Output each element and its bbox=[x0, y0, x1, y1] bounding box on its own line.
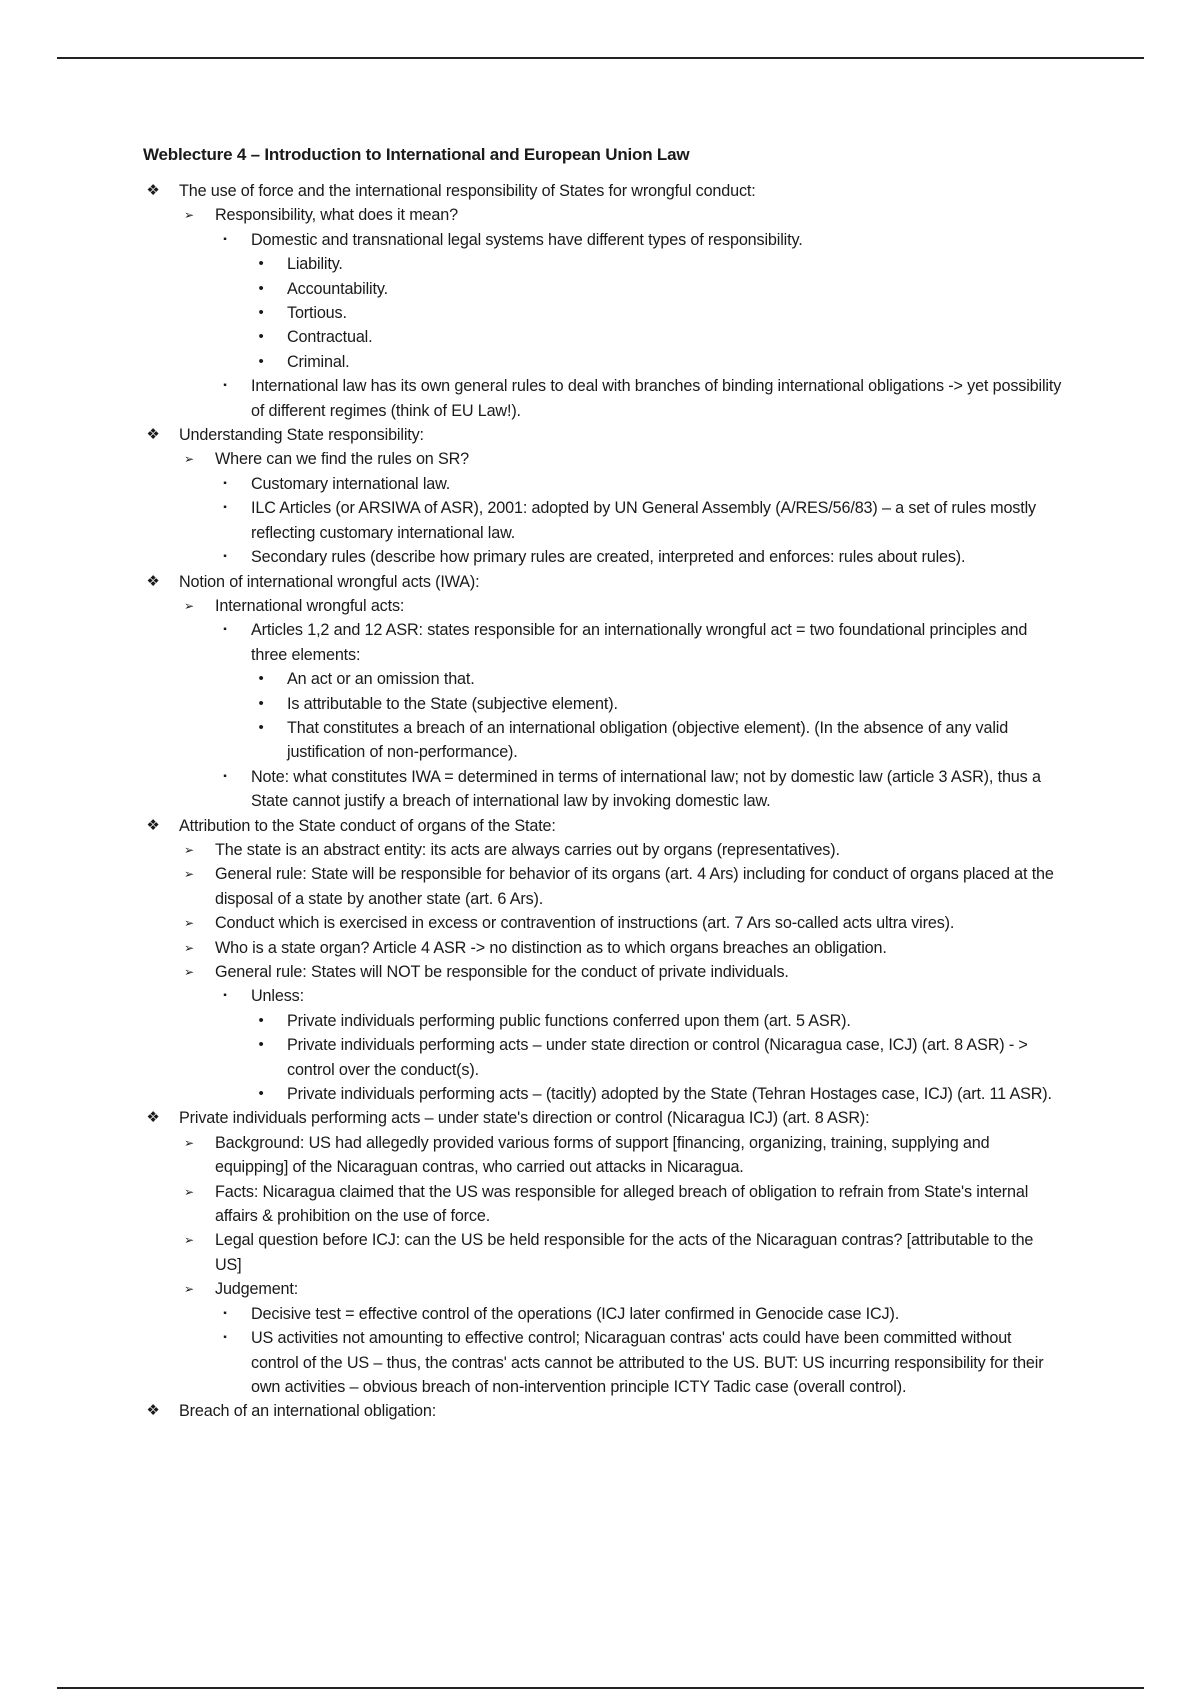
arrow-bullet-icon: ➢ bbox=[184, 598, 194, 613]
arrow-bullet-icon: ➢ bbox=[184, 916, 194, 931]
outline-item-level-4 bbox=[143, 325, 1063, 349]
dot-bullet-icon: • bbox=[258, 328, 264, 346]
outline-item-text: Private individuals performing public functions conferred upon them (art. 5 ASR). bbox=[287, 1011, 851, 1030]
arrow-bullet-icon: ➢ bbox=[184, 1282, 194, 1297]
outline-item-level-2 bbox=[143, 1228, 1063, 1277]
document-body bbox=[143, 143, 1063, 1424]
outline-item-text: The state is an abstract entity: its acts are always carries out by organs (representatives). bbox=[215, 840, 840, 859]
outline-item-text: Domestic and transnational legal systems have different types of responsibility. bbox=[251, 230, 803, 249]
outline-item-level-3 bbox=[143, 765, 1063, 814]
outline-item-level-2 bbox=[143, 1180, 1063, 1229]
outline-item-level-3 bbox=[143, 618, 1063, 667]
header-rule bbox=[57, 57, 1144, 59]
outline-item-text: Attribution to the State conduct of organs of the State: bbox=[179, 816, 556, 835]
outline-item-level-1 bbox=[143, 1106, 1063, 1130]
outline-item-level-3 bbox=[143, 374, 1063, 423]
square-bullet-icon: ▪ bbox=[223, 477, 227, 489]
outline-item-text: Private individuals performing acts – under state's direction or control (Nicaragua ICJ) (art. 8 ASR): bbox=[179, 1109, 870, 1128]
outline-item-text: Accountability. bbox=[287, 279, 388, 298]
arrow-bullet-icon: ➢ bbox=[184, 1184, 194, 1199]
outline-item-text: Facts: Nicaragua claimed that the US was responsible for alleged breach of obligation to refrain from State's internal affairs & prohibition on the use of force. bbox=[215, 1182, 1029, 1226]
outline-item-level-3 bbox=[143, 545, 1063, 569]
outline-item-level-3 bbox=[143, 1326, 1063, 1399]
outline-item-level-4 bbox=[143, 277, 1063, 301]
outline-item-text: Secondary rules (describe how primary rules are created, interpreted and enforces: rules about rules). bbox=[251, 548, 966, 567]
outline-item-level-4 bbox=[143, 1082, 1063, 1106]
outline-item-text: Tortious. bbox=[287, 304, 347, 323]
outline-item-text: Criminal. bbox=[287, 352, 350, 371]
outline-item-level-2 bbox=[143, 447, 1063, 471]
outline-item-text: Unless: bbox=[251, 987, 304, 1006]
diamond-bullet-icon: ❖ bbox=[146, 426, 160, 444]
footer-rule bbox=[57, 1687, 1144, 1689]
diamond-bullet-icon: ❖ bbox=[146, 1109, 160, 1127]
dot-bullet-icon: • bbox=[258, 718, 264, 736]
square-bullet-icon: ▪ bbox=[223, 990, 227, 1002]
outline-item-text: Note: what constitutes IWA = determined in terms of international law; not by domestic law (article 3 ASR), thus a State cannot justify a breach of international law by invoking domestic law. bbox=[251, 767, 1041, 811]
outline-item-level-2 bbox=[143, 1277, 1063, 1301]
outline-item-level-3 bbox=[143, 472, 1063, 496]
outline-item-level-3 bbox=[143, 1302, 1063, 1326]
outline-item-text: Understanding State responsibility: bbox=[179, 426, 424, 445]
outline-item-text: Is attributable to the State (subjective element). bbox=[287, 694, 618, 713]
outline-item-text: General rule: State will be responsible for behavior of its organs (art. 4 Ars) including for conduct of organs placed at the disposal of a state by another state (art. 6 Ars). bbox=[215, 865, 1054, 908]
outline-item-text: Legal question before ICJ: can the US be held responsible for the acts of the Nicaraguan contras? [attributable to the US] bbox=[215, 1231, 1034, 1274]
outline-item-level-1 bbox=[143, 423, 1063, 447]
dot-bullet-icon: • bbox=[258, 1036, 264, 1054]
outline-item-level-4 bbox=[143, 667, 1063, 691]
dot-bullet-icon: • bbox=[258, 694, 264, 712]
outline-list bbox=[143, 179, 1063, 1424]
outline-item-text: Judgement: bbox=[215, 1280, 299, 1299]
outline-item-text: General rule: States will NOT be responsible for the conduct of private individuals. bbox=[215, 963, 789, 981]
dot-bullet-icon: • bbox=[258, 670, 264, 688]
outline-item-level-4 bbox=[143, 1033, 1063, 1082]
outline-item-level-1 bbox=[143, 1399, 1063, 1423]
document-title: Weblecture 4 – Introduction to International and European Union Law bbox=[143, 145, 690, 164]
arrow-bullet-icon: ➢ bbox=[184, 965, 194, 979]
outline-item-level-2 bbox=[143, 1131, 1063, 1180]
square-bullet-icon: ▪ bbox=[223, 624, 227, 636]
outline-item-text: Customary international law. bbox=[251, 474, 451, 493]
square-bullet-icon: ▪ bbox=[223, 502, 227, 514]
outline-item-text: Decisive test = effective control of the operations (ICJ later confirmed in Genocide case ICJ). bbox=[251, 1304, 900, 1323]
outline-item-level-2 bbox=[143, 936, 1063, 960]
square-bullet-icon: ▪ bbox=[223, 551, 227, 563]
outline-item-text: That constitutes a breach of an international obligation (objective element). (In the absence of any valid justification of non-performance). bbox=[287, 718, 1009, 762]
outline-item-level-4 bbox=[143, 692, 1063, 716]
square-bullet-icon: ▪ bbox=[223, 380, 227, 392]
dot-bullet-icon: • bbox=[258, 1011, 264, 1029]
outline-item-text: ILC Articles (or ARSIWA of ASR), 2001: adopted by UN General Assembly (A/RES/56/83) – a set of rules mostly reflecting customary international law. bbox=[251, 499, 1036, 542]
outline-item-text: Articles 1,2 and 12 ASR: states responsible for an internationally wrongful act = two foundational principles and three elements: bbox=[251, 621, 1028, 664]
diamond-bullet-icon: ❖ bbox=[146, 182, 160, 199]
square-bullet-icon: ▪ bbox=[223, 1332, 227, 1344]
outline-item-level-2 bbox=[143, 203, 1063, 227]
arrow-bullet-icon: ➢ bbox=[184, 208, 194, 223]
arrow-bullet-icon: ➢ bbox=[184, 842, 194, 857]
outline-item-level-2 bbox=[143, 594, 1063, 618]
outline-item-level-2 bbox=[143, 862, 1063, 911]
outline-item-level-4 bbox=[143, 716, 1063, 765]
outline-item-text: An act or an omission that. bbox=[287, 670, 475, 689]
outline-item-level-4 bbox=[143, 350, 1063, 374]
outline-item-level-4 bbox=[143, 1009, 1063, 1033]
outline-item-text: Background: US had allegedly provided various forms of support [financing, organizing, training, supplying and equipping] of the Nicaraguan contras, who carried out attacks in Nicaragua. bbox=[215, 1133, 990, 1177]
outline-item-level-3 bbox=[143, 984, 1063, 1008]
square-bullet-icon: ▪ bbox=[223, 770, 227, 782]
outline-item-level-1 bbox=[143, 570, 1063, 594]
outline-item-text: Breach of an international obligation: bbox=[179, 1402, 437, 1421]
outline-item-text: Notion of international wrongful acts (IWA): bbox=[179, 572, 480, 591]
outline-item-text: US activities not amounting to effective control; Nicaraguan contras' acts could have been committed without control of the US – thus, the contras' acts cannot be attributed to the US. BUT: US incurring responsibility for their own activities – obvious breach of non-intervention principle ICTY Tadic case (overall control). bbox=[251, 1329, 1044, 1396]
outline-item-text: Private individuals performing acts – (tacitly) adopted by the State (Tehran Hostages case, ICJ) (art. 11 ASR). bbox=[287, 1085, 1052, 1104]
outline-item-text: Contractual. bbox=[287, 328, 373, 347]
outline-item-level-2 bbox=[143, 838, 1063, 862]
outline-item-level-4 bbox=[143, 301, 1063, 325]
diamond-bullet-icon: ❖ bbox=[146, 572, 160, 590]
outline-item-level-2 bbox=[143, 960, 1063, 984]
dot-bullet-icon: • bbox=[258, 255, 264, 273]
dot-bullet-icon: • bbox=[258, 1085, 264, 1103]
outline-item-text: The use of force and the international responsibility of States for wrongful conduct: bbox=[179, 182, 756, 200]
outline-item-text: Liability. bbox=[287, 255, 343, 274]
arrow-bullet-icon: ➢ bbox=[184, 1135, 194, 1150]
arrow-bullet-icon: ➢ bbox=[184, 867, 194, 882]
outline-item-level-2 bbox=[143, 911, 1063, 935]
square-bullet-icon: ▪ bbox=[223, 233, 227, 245]
outline-item-level-1 bbox=[143, 814, 1063, 838]
diamond-bullet-icon: ❖ bbox=[146, 1402, 160, 1420]
outline-item-text: Private individuals performing acts – under state direction or control (Nicaragua case, ICJ) (art. 8 ASR) - > control over the conduct(s). bbox=[287, 1036, 1028, 1079]
dot-bullet-icon: • bbox=[258, 304, 264, 322]
outline-item-text: Who is a state organ? Article 4 ASR -> no distinction as to which organs breaches an obligation. bbox=[215, 938, 887, 957]
outline-item-level-3 bbox=[143, 228, 1063, 252]
square-bullet-icon: ▪ bbox=[223, 1307, 227, 1319]
dot-bullet-icon: • bbox=[258, 352, 264, 370]
outline-item-level-3 bbox=[143, 496, 1063, 545]
arrow-bullet-icon: ➢ bbox=[184, 940, 194, 955]
outline-item-level-1 bbox=[143, 179, 1063, 203]
outline-item-text: Responsibility, what does it mean? bbox=[215, 206, 458, 225]
outline-item-text: International law has its own general rules to deal with branches of binding international obligations -> yet possibility of different regimes (think of EU Law!). bbox=[251, 377, 1062, 420]
diamond-bullet-icon: ❖ bbox=[146, 816, 160, 834]
arrow-bullet-icon: ➢ bbox=[184, 1233, 194, 1248]
arrow-bullet-icon: ➢ bbox=[184, 452, 194, 467]
outline-item-text: Conduct which is exercised in excess or contravention of instructions (art. 7 Ars so-called acts ultra vires). bbox=[215, 914, 955, 933]
outline-item-text: Where can we find the rules on SR? bbox=[215, 450, 470, 469]
dot-bullet-icon: • bbox=[258, 279, 264, 297]
outline-item-level-4 bbox=[143, 252, 1063, 276]
outline-item-text: International wrongful acts: bbox=[215, 596, 405, 615]
